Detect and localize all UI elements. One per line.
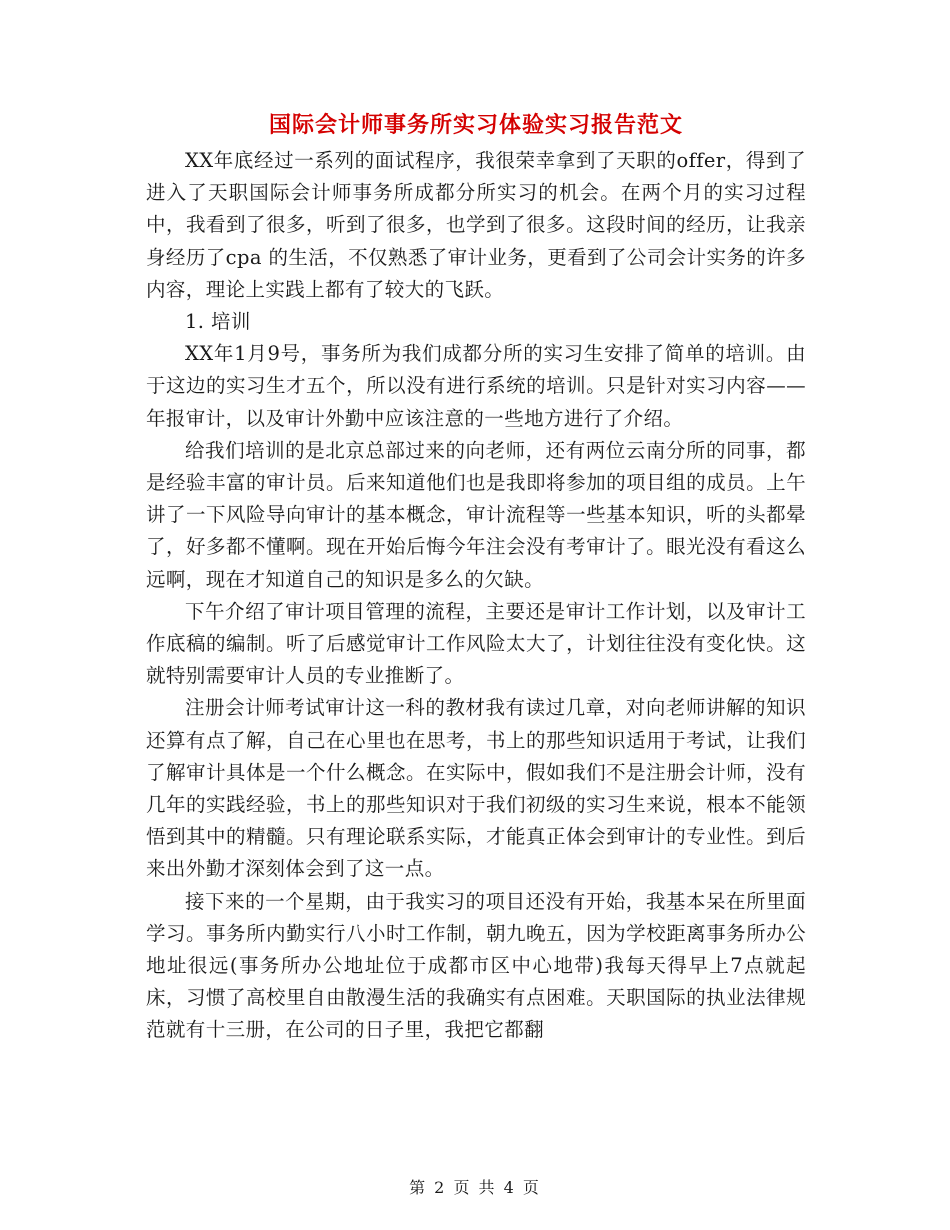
section-heading-training: 1. 培训 — [185, 310, 251, 334]
document-body — [146, 145, 806, 1047]
paragraph-afternoon: 下午介绍了审计项目管理的流程，主要还是审计工作计划，以及审计工作底稿的编制。听了后感觉审计工作风险太大了，计划往往没有变化快。这就特别需要审计人员的专业推断了。 — [146, 599, 806, 688]
paragraph-cpa-exam: 注册会计师考试审计这一科的教材我有读过几章，对向老师讲解的知识还算有点了解，自己在心里也在思考，书上的那些知识适用于考试，让我们了解审计具体是一个什么概念。在实际中，假如我们不是注册会计师，没有几年的实践经验，书上的那些知识对于我们初级的实习生来说，根本不能领悟到其中的精髓。只有理论联系实际，才能真正体会到审计的专业性。到后来出外勤才深刻体会到了这一点。 — [146, 696, 806, 881]
paragraph-trainers: 给我们培训的是北京总部过来的向老师，还有两位云南分所的同事，都是经验丰富的审计员。后来知道他们也是我即将参加的项目组的成员。上午讲了一下风险导向审计的基本概念，审计流程等一些基本知识，听的头都晕了，好多都不懂啊。现在开始后悔今年注会没有考审计了。眼光没有看这么远啊，现在才知道自己的知识是多么的欠缺。 — [146, 438, 806, 591]
page-number-footer: 第 2 页 共 4 页 — [409, 1178, 541, 1197]
document-title: 国际会计师事务所实习体验实习报告范文 — [268, 112, 683, 138]
paragraph-intro: XX年底经过一系列的面试程序，我很荣幸拿到了天职的offer，得到了进入了天职国际会计师事务所成都分所实习的机会。在两个月的实习过程中，我看到了很多，听到了很多，也学到了很多。这段时间的经历，让我亲身经历了cpa 的生活，不仅熟悉了审计业务，更看到了公司会计实务的许多内容，理论上实践上都有了较大的飞跃。 — [146, 149, 806, 301]
paragraph-next-week: 接下来的一个星期，由于我实习的项目还没有开始，我基本呆在所里面学习。事务所内勤实行八小时工作制，朝九晚五，因为学校距离事务所办公地址很远(事务所办公地址位于成都市区中心地带)我每天得早上7点就起床，习惯了高校里自由散漫生活的我确实有点困难。天职国际的执业法律规范就有十三册，在公司的日子里，我把它都翻 — [146, 889, 806, 1042]
paragraph-training: XX年1月9号，事务所为我们成都分所的实习生安排了简单的培训。由于这边的实习生才五个，所以没有进行系统的培训。只是针对实习内容——年报审计，以及审计外勤中应该注意的一些地方进行了介绍。 — [146, 342, 806, 430]
